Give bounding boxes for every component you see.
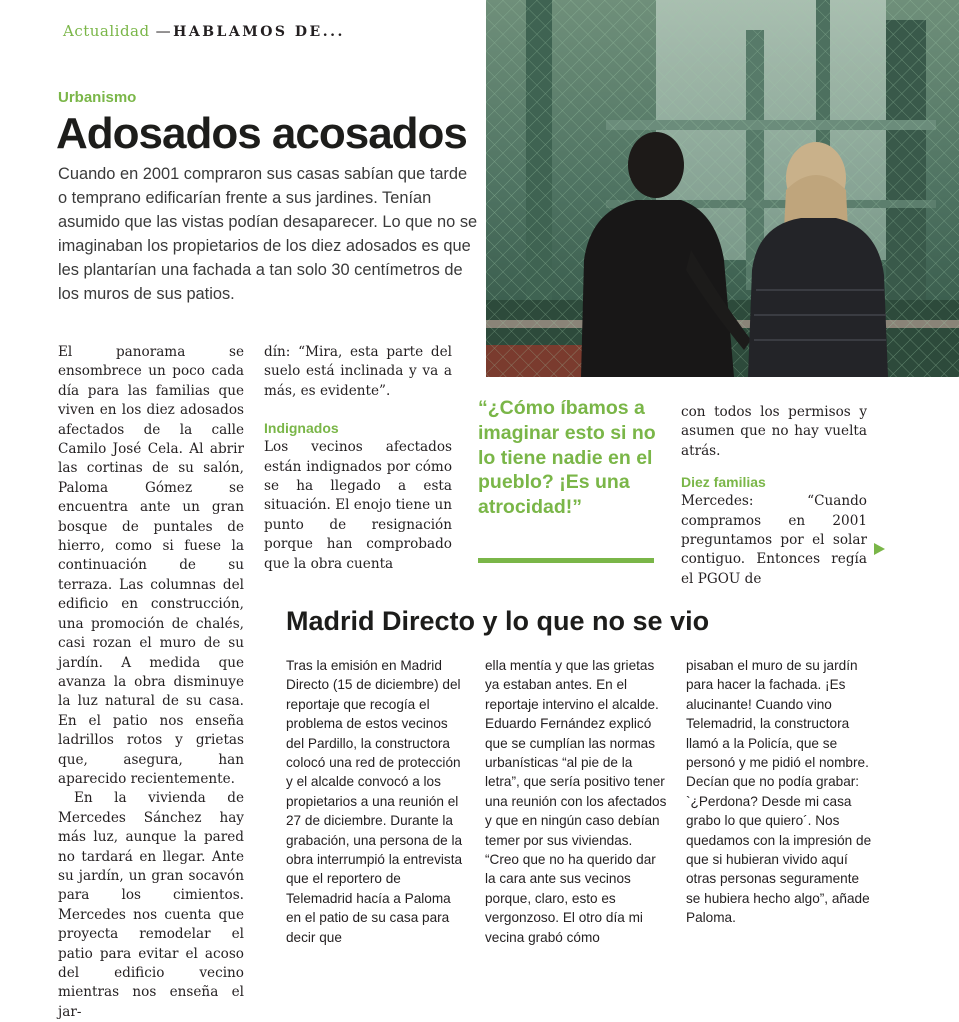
pull-quote: “¿Cómo íbamos a imaginar esto si no lo tiene nadie en el pueblo? ¡Es una atrocidad!” (478, 397, 656, 519)
section-tag: HABLAMOS DE... (173, 24, 345, 40)
body-column-2 (264, 343, 452, 574)
body-column-1 (58, 343, 244, 1022)
subhead-diez-familias: Diez familias (681, 474, 766, 491)
photo-illustration (486, 0, 959, 377)
article-lede: Cuando en 2001 compraron sus casas sabían que tarde o temprano edificarían frente a sus jardines. Tenían asumido que las vistas podían desaparecer. Lo que no se imaginaban los propietarios de los diez adosados es que les plantarían una fachada a tan solo 30 centímetros de los muros de sus patios. (58, 165, 478, 303)
box-title: Madrid Directo y lo que no se vio (286, 606, 710, 636)
section-name: Actualidad (63, 22, 150, 40)
article-kicker: Urbanismo (58, 89, 137, 106)
box-paragraph: ella mentía y que las grietas ya estaban antes. En el reportaje intervino el alcalde. Eduardo Fernández explicó que se cumplían las normas urbanísticas “al pie de la letra”, que sería positivo tener una reunión con los afectados y que en ningún caso debían temer por sus viviendas. “Creo que no ha querido dar la cara ante sus vecinos porque, claro, esto es vergonzoso. El otro día mi vecina grabó cómo (485, 658, 667, 945)
article-headline: Adosados acosados (56, 109, 467, 158)
body-paragraph: El panorama se ensombrece un poco cada día para las familias que viven en los diez adosados afectados de la calle Camilo José Cela. Al abrir las cortinas de su salón, Paloma Gómez se encuentra ante un gran bosque de puntales de hierro, como si fuese la continuación de su terraza. Las columnas del edificio en construcción, una promoción de chalés, casi rozan el muro de su jardín. A medida que avanza la obra disminuye la luz natural de su casa. En el patio nos enseña ladrillos rotos y grietas que, asegura, han aparecido recientemente. (58, 344, 244, 787)
section-header (63, 22, 345, 40)
pull-quote-underline (478, 558, 654, 563)
header-dash: — (155, 22, 172, 40)
subhead-indignados: Indignados (264, 420, 339, 437)
box-column-2 (485, 656, 670, 947)
body-paragraph: Mercedes: “Cuando compramos en 2001 preguntamos por el solar contiguo. Entonces regía el PGOU de (681, 493, 867, 587)
body-paragraph: con todos los permisos y asumen que no hay vuelta atrás. (681, 404, 867, 459)
body-paragraph: dín: “Mira, esta parte del suelo está inclinada y va a más, es evidente”. (264, 344, 452, 399)
body-paragraph: En la vivienda de Mercedes Sánchez hay más luz, aunque la pared no tardará en llegar. Ante su jardín, un gran socavón para los cimientos. Mercedes nos cuenta que proyecta remodelar el patio para evitar el acoso del edificio vecino mientras nos enseña el jar- (58, 790, 244, 1020)
body-paragraph: Los vecinos afectados están indignados por cómo se ha llegado a esta situación. El enojo tiene un punto de resignación porque han comprobado que la obra cuenta (264, 439, 452, 572)
arrow-right-icon (874, 543, 885, 555)
body-column-3 (681, 403, 867, 589)
article-photo (486, 0, 959, 377)
box-column-1 (286, 656, 468, 947)
box-column-3 (686, 656, 876, 928)
box-paragraph: pisaban el muro de su jardín para hacer la fachada. ¡Es alucinante! Cuando vino Telemadrid, la constructora llamó a la Policía, que se personó y me pidió el nombre. Decían que no podía grabar: `¿Perdona? Desde mi casa grabo lo que quiero´. Nos quedamos con la impresión de que si hubieran vivido aquí otras personas seguramente se hubiera hecho algo”, añade Paloma. (686, 658, 872, 926)
box-paragraph: Tras la emisión en Madrid Directo (15 de diciembre) del reportaje que recogía el problema de estos vecinos del Pardillo, la constructora colocó una red de protección y el alcalde convocó a los propietarios a una reunión el 27 de diciembre. Durante la grabación, una persona de la obra interrumpió la entrevista que el reportero de Telemadrid hacía a Paloma en el patio de su casa para decir que (286, 658, 463, 945)
